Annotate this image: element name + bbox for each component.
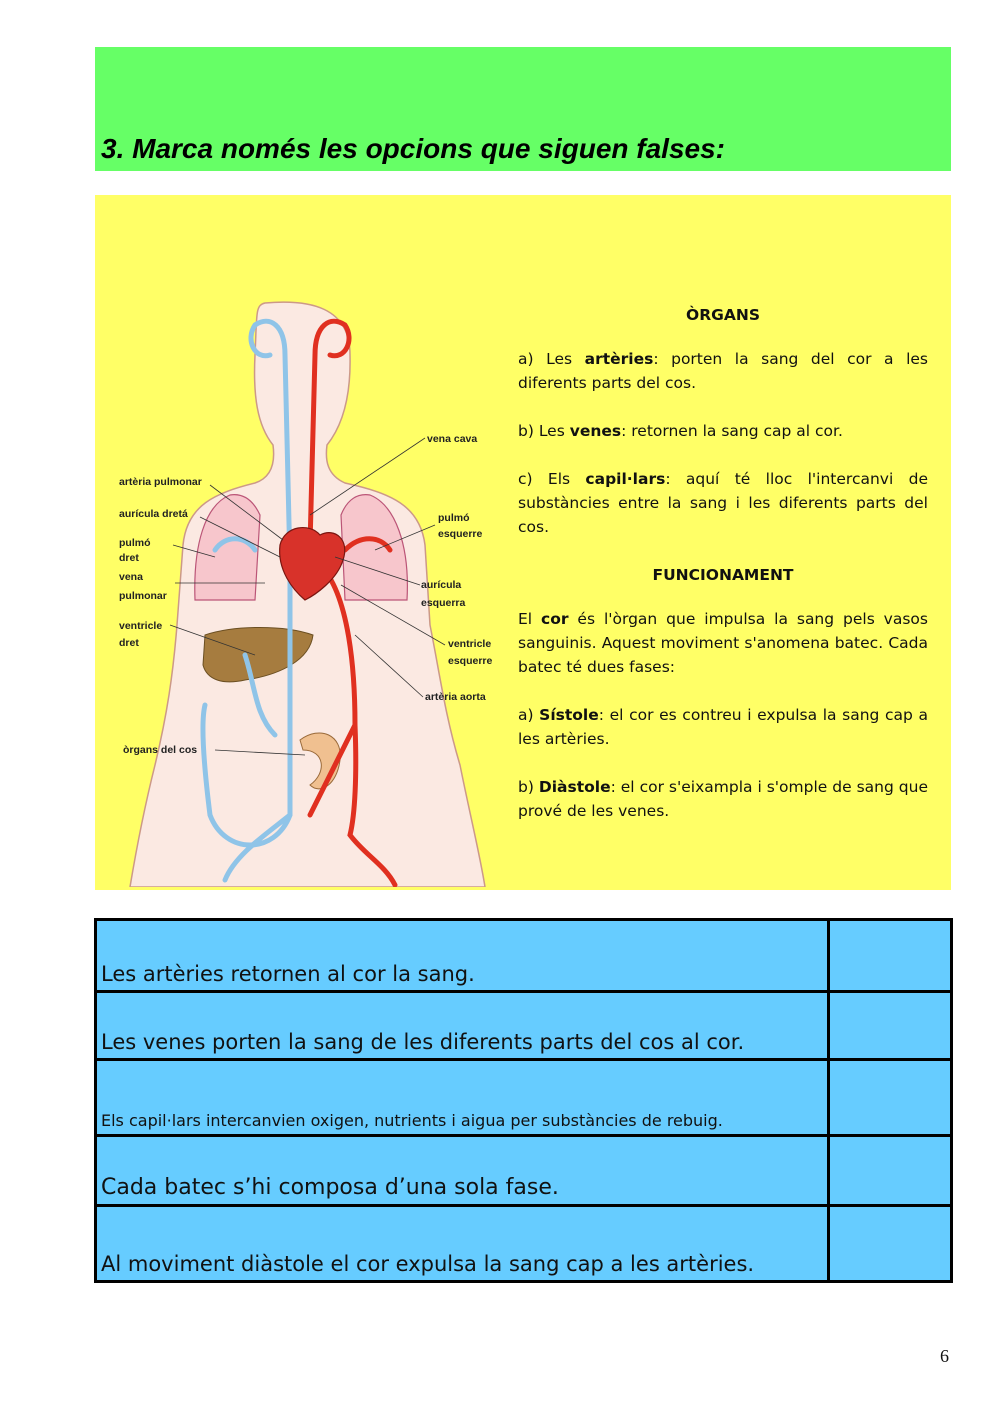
label-vena-pulmonar-1: vena <box>119 571 143 583</box>
statement-cell: Els capil·lars intercanvien oxigen, nutrients i aigua per substàncies de rebuig. <box>96 1060 829 1136</box>
label-vena-cava: vena cava <box>427 433 478 445</box>
function-paragraph <box>518 607 928 679</box>
item-text: : el cor es contreu i expulsa la sang cap a les artèries. <box>518 706 928 748</box>
function-item-diastole <box>518 775 928 823</box>
item-prefix: b) <box>518 778 539 796</box>
item-text: : aquí té lloc l'intercanvi de substàncies entre la sang i les diferents parts del cos. <box>518 470 928 536</box>
answer-checkbox[interactable] <box>829 992 952 1060</box>
circulatory-system-diagram <box>105 295 505 887</box>
label-ventricle-esquerre-2: esquerre <box>448 655 493 667</box>
answer-checkbox[interactable] <box>829 1206 952 1282</box>
organs-heading: ÒRGANS <box>686 306 760 324</box>
label-auricula-dreta: aurícula dretá <box>119 508 188 520</box>
statement-cell: Les venes porten la sang de les diferents parts del cos al cor. <box>96 992 829 1060</box>
label-ventricle-esquerre-1: ventricle <box>448 638 492 650</box>
item-prefix: b) Les <box>518 422 570 440</box>
term-systole: Sístole <box>539 706 599 724</box>
page-number: 6 <box>940 1346 949 1366</box>
item-prefix: a) <box>518 706 540 724</box>
term-diastole: Diàstole <box>538 778 611 796</box>
item-text: : el cor s'eixampla i s'omple de sang que prové de les venes. <box>518 778 928 820</box>
term-arteries: artèries <box>584 350 654 368</box>
item-prefix: El <box>518 610 542 628</box>
table-row <box>96 1060 952 1136</box>
statement-cell: Les artèries retornen al cor la sang. <box>96 920 829 992</box>
label-auricula-esquerra-2: esquerra <box>421 597 466 609</box>
answer-checkbox[interactable] <box>829 1060 952 1136</box>
item-text: : porten la sang del cor a les diferents parts del cos. <box>518 350 929 392</box>
term-heart: cor <box>541 610 569 628</box>
organs-item-arteries <box>518 347 928 395</box>
title-banner <box>95 47 951 171</box>
organs-item-veins <box>518 419 928 443</box>
table-row <box>96 920 952 992</box>
term-capillaries: capil·lars <box>585 470 666 488</box>
item-prefix: c) Els <box>518 470 586 488</box>
label-ventricle-dret-1: ventricle <box>119 620 163 632</box>
organs-item-capillaries <box>518 467 928 539</box>
label-pulmo-dret-2: dret <box>119 552 139 564</box>
true-false-table <box>94 918 953 1283</box>
term-veins: venes <box>569 422 622 440</box>
label-pulmo-dret-1: pulmó <box>119 537 151 549</box>
answer-checkbox[interactable] <box>829 920 952 992</box>
table-row <box>96 1206 952 1282</box>
label-vena-pulmonar-2: pulmonar <box>119 590 167 602</box>
label-pulmo-esquerre-2: esquerre <box>438 528 483 540</box>
table-row <box>96 992 952 1060</box>
statement-cell: Cada batec s’hi composa d’una sola fase. <box>96 1136 829 1206</box>
statement-cell: Al moviment diàstole el cor expulsa la sang cap a les artèries. <box>96 1206 829 1282</box>
label-ventricle-dret-2: dret <box>119 637 139 649</box>
exercise-title: 3. Marca només les opcions que siguen falses: <box>101 133 725 164</box>
label-arteria-pulmonar: artèria pulmonar <box>119 476 202 488</box>
item-text: és l'òrgan que impulsa la sang pels vasos sanguinis. Aquest moviment s'anomena batec. Cada batec té dues fases: <box>518 610 928 676</box>
label-auricula-esquerra-1: aurícula <box>421 579 462 591</box>
label-pulmo-esquerre-1: pulmó <box>438 512 470 524</box>
answer-checkbox[interactable] <box>829 1136 952 1206</box>
label-arteria-aorta: artèria aorta <box>425 691 486 703</box>
info-text <box>518 303 928 847</box>
function-heading: FUNCIONAMENT <box>652 566 794 584</box>
item-text: : retornen la sang cap al cor. <box>621 422 843 440</box>
table-row <box>96 1136 952 1206</box>
function-item-systole <box>518 703 928 751</box>
item-prefix: a) Les <box>518 350 585 368</box>
label-organs-cos: òrgans del cos <box>123 744 198 756</box>
info-panel <box>95 195 951 890</box>
